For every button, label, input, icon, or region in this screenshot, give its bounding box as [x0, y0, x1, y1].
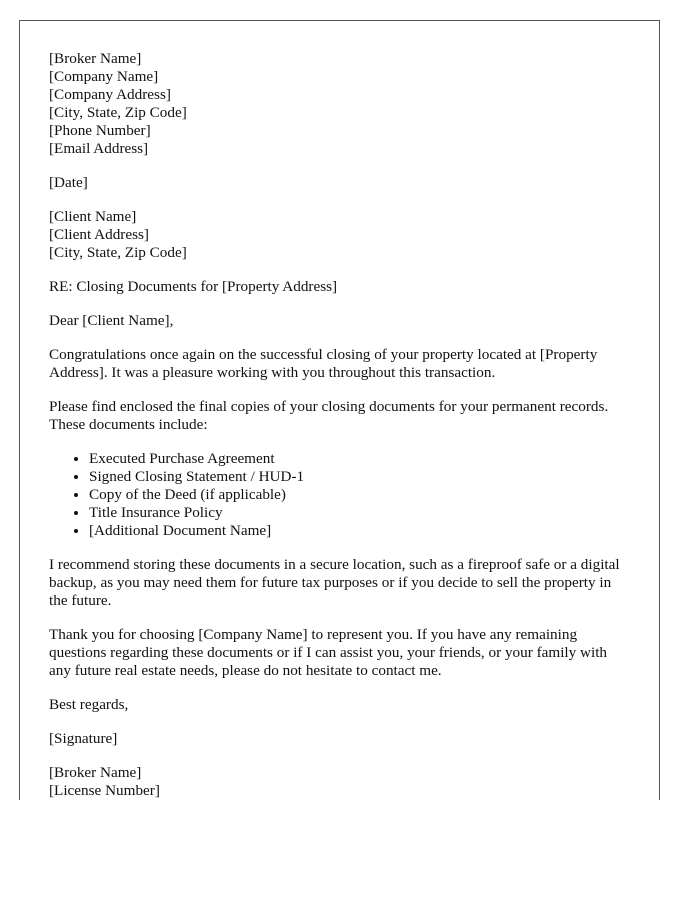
footer-broker-name: [Broker Name] [49, 764, 142, 781]
list-item: • Signed Closing Statement / HUD-1 [89, 468, 630, 486]
salutation: Dear [Client Name], [49, 312, 174, 329]
subject-line: RE: Closing Documents for [Property Address] [49, 278, 338, 295]
body-paragraph-2: Please find enclosed the final copies of your closing documents for your permanent records. These documents include: [49, 398, 609, 433]
sender-phone: [Phone Number] [49, 122, 151, 139]
footer-license-number: [License Number] [49, 782, 160, 799]
closing: Best regards, [49, 696, 129, 713]
recipient-client-address: [Client Address] [49, 226, 149, 243]
sender-broker-name: [Broker Name] [49, 50, 142, 67]
sender-block [49, 50, 630, 158]
body-paragraph-1: Congratulations once again on the successful closing of your property located at [Property Address]. It was a pleasure working with you throughout this transaction. [49, 346, 598, 381]
list-item: • Copy of the Deed (if applicable) [89, 486, 630, 504]
body-paragraph-3: I recommend storing these documents in a secure location, such as a fireproof safe or a digital backup, as you may need them for future tax purposes or if you decide to sell the property in the future. [49, 556, 620, 609]
sender-city-state-zip: [City, State, Zip Code] [49, 104, 187, 121]
recipient-city-state-zip: [City, State, Zip Code] [49, 244, 187, 261]
sender-company-address: [Company Address] [49, 86, 171, 103]
sender-email: [Email Address] [49, 140, 149, 157]
list-item: • Executed Purchase Agreement [89, 450, 630, 468]
sender-company-name: [Company Name] [49, 68, 159, 85]
letter-date: [Date] [49, 174, 88, 191]
documents-list [49, 450, 630, 540]
recipient-client-name: [Client Name] [49, 208, 137, 225]
recipient-block [49, 208, 630, 262]
list-item: • Title Insurance Policy [89, 504, 630, 522]
signature: [Signature] [49, 730, 118, 747]
footer-block [49, 764, 630, 800]
body-paragraph-4: Thank you for choosing [Company Name] to represent you. If you have any remaining questions regarding these documents or if I can assist you, your friends, or your family with any future real estate needs, please do not hesitate to contact me. [49, 626, 608, 679]
list-item: • [Additional Document Name] [89, 522, 630, 540]
letter-page [19, 20, 660, 800]
